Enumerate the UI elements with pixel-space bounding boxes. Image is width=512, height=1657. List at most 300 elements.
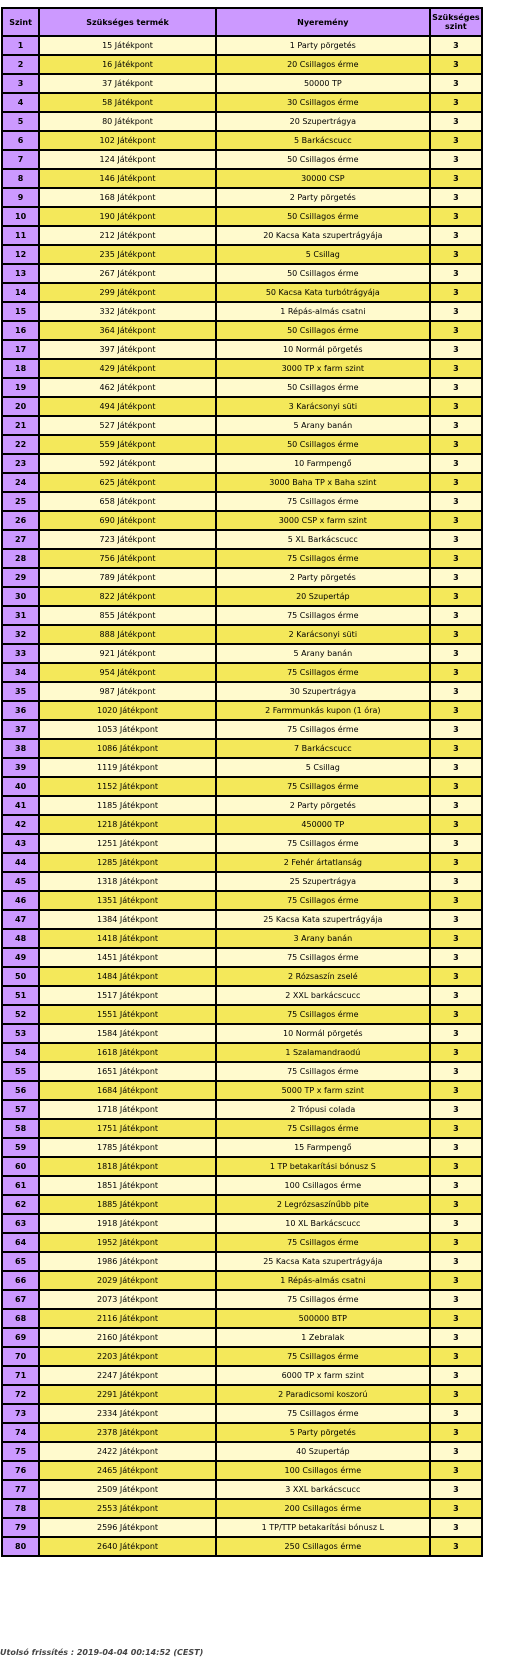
required-level-cell: 3: [431, 474, 481, 491]
required-level-cell: 3: [431, 721, 481, 738]
reward-cell: 5 Arany banán: [217, 417, 429, 434]
required-level-cell: 3: [431, 1196, 481, 1213]
required-item-cell: 2465 Játékpont: [40, 1462, 215, 1479]
reward-cell: 75 Csillagos érme: [217, 1348, 429, 1365]
reward-cell: 5000 TP x farm szint: [217, 1082, 429, 1099]
level-cell: 39: [3, 759, 38, 776]
table-row: [3, 1196, 481, 1213]
required-item-cell: 1517 Játékpont: [40, 987, 215, 1004]
required-item-cell: 723 Játékpont: [40, 531, 215, 548]
level-cell: 57: [3, 1101, 38, 1118]
level-cell: 3: [3, 75, 38, 92]
table-row: [3, 1272, 481, 1289]
reward-cell: 2 Farmmunkás kupon (1 óra): [217, 702, 429, 719]
required-item-cell: 190 Játékpont: [40, 208, 215, 225]
level-cell: 4: [3, 94, 38, 111]
level-cell: 73: [3, 1405, 38, 1422]
required-item-cell: 1484 Játékpont: [40, 968, 215, 985]
required-item-cell: 168 Játékpont: [40, 189, 215, 206]
reward-cell: 50 Csillagos érme: [217, 379, 429, 396]
required-item-cell: 2378 Játékpont: [40, 1424, 215, 1441]
header-level: Szint: [3, 9, 38, 35]
reward-cell: 25 Kacsa Kata szupertrágyája: [217, 911, 429, 928]
required-item-cell: 559 Játékpont: [40, 436, 215, 453]
required-level-cell: 3: [431, 208, 481, 225]
reward-cell: 10 Farmpengő: [217, 455, 429, 472]
header-required-level: Szükséges szint: [431, 9, 481, 35]
level-cell: 14: [3, 284, 38, 301]
level-cell: 18: [3, 360, 38, 377]
level-cell: 49: [3, 949, 38, 966]
required-item-cell: 1384 Játékpont: [40, 911, 215, 928]
required-level-cell: 3: [431, 132, 481, 149]
table-row: [3, 1367, 481, 1384]
level-cell: 60: [3, 1158, 38, 1175]
level-cell: 71: [3, 1367, 38, 1384]
table-row: [3, 759, 481, 776]
required-level-cell: 3: [431, 1462, 481, 1479]
table-row: [3, 550, 481, 567]
required-item-cell: 1885 Játékpont: [40, 1196, 215, 1213]
required-level-cell: 3: [431, 664, 481, 681]
reward-cell: 250 Csillagos érme: [217, 1538, 429, 1555]
table-row: [3, 417, 481, 434]
table-row: [3, 1044, 481, 1061]
level-cell: 44: [3, 854, 38, 871]
level-cell: 30: [3, 588, 38, 605]
level-cell: 59: [3, 1139, 38, 1156]
table-row: [3, 284, 481, 301]
level-cell: 36: [3, 702, 38, 719]
reward-cell: 2 Party pörgetés: [217, 797, 429, 814]
level-cell: 29: [3, 569, 38, 586]
table-row: [3, 341, 481, 358]
required-level-cell: 3: [431, 379, 481, 396]
level-cell: 34: [3, 664, 38, 681]
table-row: [3, 1424, 481, 1441]
reward-cell: 50 Csillagos érme: [217, 265, 429, 282]
reward-cell: 75 Csillagos érme: [217, 664, 429, 681]
required-level-cell: 3: [431, 607, 481, 624]
reward-cell: 50000 TP: [217, 75, 429, 92]
level-cell: 40: [3, 778, 38, 795]
reward-cell: 3000 CSP x farm szint: [217, 512, 429, 529]
required-level-cell: 3: [431, 797, 481, 814]
reward-cell: 2 Party pörgetés: [217, 569, 429, 586]
reward-cell: 1 Zebralak: [217, 1329, 429, 1346]
level-cell: 46: [3, 892, 38, 909]
required-item-cell: 332 Játékpont: [40, 303, 215, 320]
level-cell: 64: [3, 1234, 38, 1251]
level-cell: 35: [3, 683, 38, 700]
level-cell: 31: [3, 607, 38, 624]
table-row: [3, 1481, 481, 1498]
required-item-cell: 397 Játékpont: [40, 341, 215, 358]
table-header-row: [3, 9, 481, 35]
required-level-cell: 3: [431, 550, 481, 567]
table-row: [3, 626, 481, 643]
required-item-cell: 1119 Játékpont: [40, 759, 215, 776]
reward-cell: 75 Csillagos érme: [217, 949, 429, 966]
reward-cell: 30000 CSP: [217, 170, 429, 187]
required-level-cell: 3: [431, 759, 481, 776]
table-row: [3, 531, 481, 548]
table-row: [3, 607, 481, 624]
table-row: [3, 835, 481, 852]
reward-cell: 20 Szupertáp: [217, 588, 429, 605]
reward-cell: 2 Trópusi colada: [217, 1101, 429, 1118]
required-level-cell: 3: [431, 360, 481, 377]
required-level-cell: 3: [431, 531, 481, 548]
level-cell: 80: [3, 1538, 38, 1555]
reward-cell: 5 Arany banán: [217, 645, 429, 662]
table-row: [3, 1348, 481, 1365]
level-cell: 5: [3, 113, 38, 130]
required-level-cell: 3: [431, 1424, 481, 1441]
reward-cell: 3 XXL barkácscucc: [217, 1481, 429, 1498]
table-row: [3, 854, 481, 871]
level-cell: 63: [3, 1215, 38, 1232]
required-level-cell: 3: [431, 626, 481, 643]
reward-cell: 1 TP/TTP betakarítási bónusz L: [217, 1519, 429, 1536]
required-level-cell: 3: [431, 303, 481, 320]
required-item-cell: 1185 Játékpont: [40, 797, 215, 814]
reward-cell: 50 Csillagos érme: [217, 208, 429, 225]
required-item-cell: 1818 Játékpont: [40, 1158, 215, 1175]
required-level-cell: 3: [431, 1234, 481, 1251]
level-cell: 25: [3, 493, 38, 510]
level-cell: 12: [3, 246, 38, 263]
level-cell: 78: [3, 1500, 38, 1517]
required-level-cell: 3: [431, 341, 481, 358]
reward-cell: 2 Party pörgetés: [217, 189, 429, 206]
table-row: [3, 1120, 481, 1137]
table-row: [3, 1215, 481, 1232]
required-level-cell: 3: [431, 1367, 481, 1384]
required-level-cell: 3: [431, 1101, 481, 1118]
level-cell: 16: [3, 322, 38, 339]
required-level-cell: 3: [431, 1253, 481, 1270]
reward-cell: 50 Csillagos érme: [217, 322, 429, 339]
level-cell: 70: [3, 1348, 38, 1365]
table-row: [3, 246, 481, 263]
level-cell: 62: [3, 1196, 38, 1213]
level-cell: 15: [3, 303, 38, 320]
level-cell: 50: [3, 968, 38, 985]
reward-cell: 75 Csillagos érme: [217, 892, 429, 909]
required-level-cell: 3: [431, 740, 481, 757]
required-level-cell: 3: [431, 1082, 481, 1099]
required-item-cell: 2291 Játékpont: [40, 1386, 215, 1403]
required-item-cell: 592 Játékpont: [40, 455, 215, 472]
reward-cell: 1 Szalamandraodú: [217, 1044, 429, 1061]
reward-cell: 75 Csillagos érme: [217, 550, 429, 567]
required-item-cell: 1451 Játékpont: [40, 949, 215, 966]
required-level-cell: 3: [431, 1272, 481, 1289]
required-item-cell: 235 Játékpont: [40, 246, 215, 263]
required-level-cell: 3: [431, 227, 481, 244]
required-item-cell: 364 Játékpont: [40, 322, 215, 339]
table-row: [3, 151, 481, 168]
reward-cell: 2 Rózsaszín zselé: [217, 968, 429, 985]
required-item-cell: 2640 Játékpont: [40, 1538, 215, 1555]
reward-cell: 10 Normál pörgetés: [217, 1025, 429, 1042]
reward-cell: 75 Csillagos érme: [217, 493, 429, 510]
required-item-cell: 1651 Játékpont: [40, 1063, 215, 1080]
reward-cell: 20 Csillagos érme: [217, 56, 429, 73]
required-level-cell: 3: [431, 645, 481, 662]
table-row: [3, 664, 481, 681]
required-item-cell: 625 Játékpont: [40, 474, 215, 491]
required-level-cell: 3: [431, 987, 481, 1004]
reward-cell: 40 Szupertáp: [217, 1443, 429, 1460]
required-level-cell: 3: [431, 1519, 481, 1536]
required-item-cell: 1952 Játékpont: [40, 1234, 215, 1251]
table-row: [3, 949, 481, 966]
reward-cell: 75 Csillagos érme: [217, 1405, 429, 1422]
levels-table: [1, 7, 483, 1557]
level-cell: 52: [3, 1006, 38, 1023]
table-row: [3, 474, 481, 491]
level-cell: 28: [3, 550, 38, 567]
table-row: [3, 930, 481, 947]
level-cell: 66: [3, 1272, 38, 1289]
required-level-cell: 3: [431, 968, 481, 985]
reward-cell: 3000 Baha TP x Baha szint: [217, 474, 429, 491]
required-level-cell: 3: [431, 94, 481, 111]
table-row: [3, 1234, 481, 1251]
table-row: [3, 455, 481, 472]
reward-cell: 50 Csillagos érme: [217, 436, 429, 453]
level-cell: 21: [3, 417, 38, 434]
reward-cell: 2 XXL barkácscucc: [217, 987, 429, 1004]
level-cell: 67: [3, 1291, 38, 1308]
table-row: [3, 797, 481, 814]
level-cell: 69: [3, 1329, 38, 1346]
required-level-cell: 3: [431, 1386, 481, 1403]
level-cell: 68: [3, 1310, 38, 1327]
table-row: [3, 645, 481, 662]
required-level-cell: 3: [431, 493, 481, 510]
table-row: [3, 740, 481, 757]
reward-cell: 500000 BTP: [217, 1310, 429, 1327]
required-level-cell: 3: [431, 1348, 481, 1365]
table-row: [3, 778, 481, 795]
required-level-cell: 3: [431, 1215, 481, 1232]
reward-cell: 5 Csillag: [217, 759, 429, 776]
table-row: [3, 721, 481, 738]
reward-cell: 1 TP betakarítási bónusz S: [217, 1158, 429, 1175]
level-cell: 77: [3, 1481, 38, 1498]
table-row: [3, 873, 481, 890]
required-item-cell: 888 Játékpont: [40, 626, 215, 643]
required-item-cell: 1351 Játékpont: [40, 892, 215, 909]
reward-cell: 3 Karácsonyi süti: [217, 398, 429, 415]
required-item-cell: 212 Játékpont: [40, 227, 215, 244]
table-row: [3, 1310, 481, 1327]
reward-cell: 450000 TP: [217, 816, 429, 833]
table-row: [3, 1101, 481, 1118]
required-level-cell: 3: [431, 398, 481, 415]
reward-cell: 75 Csillagos érme: [217, 1063, 429, 1080]
reward-cell: 10 Normál pörgetés: [217, 341, 429, 358]
level-cell: 41: [3, 797, 38, 814]
table-row: [3, 208, 481, 225]
required-item-cell: 102 Játékpont: [40, 132, 215, 149]
table-row: [3, 816, 481, 833]
required-item-cell: 1086 Játékpont: [40, 740, 215, 757]
reward-cell: 2 Fehér ártatlanság: [217, 854, 429, 871]
level-cell: 47: [3, 911, 38, 928]
required-item-cell: 2509 Játékpont: [40, 1481, 215, 1498]
level-cell: 19: [3, 379, 38, 396]
required-level-cell: 3: [431, 683, 481, 700]
required-item-cell: 1020 Játékpont: [40, 702, 215, 719]
level-cell: 2: [3, 56, 38, 73]
reward-cell: 2 Karácsonyi süti: [217, 626, 429, 643]
table-row: [3, 322, 481, 339]
header-reward: Nyeremény: [217, 9, 429, 35]
table-row: [3, 132, 481, 149]
reward-cell: 1 Répás-almás csatni: [217, 303, 429, 320]
required-item-cell: 2247 Játékpont: [40, 1367, 215, 1384]
required-item-cell: 1251 Játékpont: [40, 835, 215, 852]
required-level-cell: 3: [431, 56, 481, 73]
reward-cell: 25 Kacsa Kata szupertrágyája: [217, 1253, 429, 1270]
required-level-cell: 3: [431, 189, 481, 206]
required-item-cell: 2553 Játékpont: [40, 1500, 215, 1517]
required-item-cell: 527 Játékpont: [40, 417, 215, 434]
required-item-cell: 2422 Játékpont: [40, 1443, 215, 1460]
required-level-cell: 3: [431, 569, 481, 586]
required-item-cell: 1684 Játékpont: [40, 1082, 215, 1099]
reward-cell: 5 XL Barkácscucc: [217, 531, 429, 548]
reward-cell: 3000 TP x farm szint: [217, 360, 429, 377]
table-row: [3, 1177, 481, 1194]
table-row: [3, 1291, 481, 1308]
required-item-cell: 1785 Játékpont: [40, 1139, 215, 1156]
table-row: [3, 94, 481, 111]
level-cell: 61: [3, 1177, 38, 1194]
required-item-cell: 2334 Játékpont: [40, 1405, 215, 1422]
level-cell: 10: [3, 208, 38, 225]
required-item-cell: 37 Játékpont: [40, 75, 215, 92]
required-level-cell: 3: [431, 284, 481, 301]
required-item-cell: 1851 Játékpont: [40, 1177, 215, 1194]
reward-cell: 5 Party pörgetés: [217, 1424, 429, 1441]
level-cell: 37: [3, 721, 38, 738]
reward-cell: 75 Csillagos érme: [217, 721, 429, 738]
table-row: [3, 493, 481, 510]
required-item-cell: 1285 Játékpont: [40, 854, 215, 871]
required-item-cell: 1218 Játékpont: [40, 816, 215, 833]
required-item-cell: 1551 Játékpont: [40, 1006, 215, 1023]
required-item-cell: 146 Játékpont: [40, 170, 215, 187]
table-row: [3, 37, 481, 54]
table-row: [3, 265, 481, 282]
required-item-cell: 1418 Játékpont: [40, 930, 215, 947]
required-level-cell: 3: [431, 1310, 481, 1327]
required-level-cell: 3: [431, 949, 481, 966]
required-level-cell: 3: [431, 892, 481, 909]
required-level-cell: 3: [431, 1139, 481, 1156]
required-item-cell: 2116 Játékpont: [40, 1310, 215, 1327]
table-row: [3, 1443, 481, 1460]
table-row: [3, 683, 481, 700]
table-row: [3, 56, 481, 73]
required-item-cell: 80 Játékpont: [40, 113, 215, 130]
level-cell: 76: [3, 1462, 38, 1479]
reward-cell: 6000 TP x farm szint: [217, 1367, 429, 1384]
table-row: [3, 398, 481, 415]
required-item-cell: 267 Játékpont: [40, 265, 215, 282]
table-row: [3, 702, 481, 719]
required-item-cell: 462 Játékpont: [40, 379, 215, 396]
table-row: [3, 987, 481, 1004]
required-level-cell: 3: [431, 835, 481, 852]
required-item-cell: 299 Játékpont: [40, 284, 215, 301]
level-cell: 9: [3, 189, 38, 206]
required-item-cell: 429 Játékpont: [40, 360, 215, 377]
required-level-cell: 3: [431, 1329, 481, 1346]
table-row: [3, 1405, 481, 1422]
required-item-cell: 1618 Játékpont: [40, 1044, 215, 1061]
required-level-cell: 3: [431, 417, 481, 434]
level-cell: 38: [3, 740, 38, 757]
table-row: [3, 360, 481, 377]
required-item-cell: 124 Játékpont: [40, 151, 215, 168]
level-cell: 27: [3, 531, 38, 548]
level-cell: 33: [3, 645, 38, 662]
level-cell: 26: [3, 512, 38, 529]
required-level-cell: 3: [431, 1405, 481, 1422]
reward-cell: 5 Csillag: [217, 246, 429, 263]
required-item-cell: 2160 Játékpont: [40, 1329, 215, 1346]
level-cell: 24: [3, 474, 38, 491]
last-update-text: Utolsó frissítés : 2019-04-04 00:14:52 (CEST): [0, 1648, 204, 1657]
level-cell: 43: [3, 835, 38, 852]
required-level-cell: 3: [431, 778, 481, 795]
required-level-cell: 3: [431, 265, 481, 282]
level-cell: 56: [3, 1082, 38, 1099]
required-level-cell: 3: [431, 170, 481, 187]
level-cell: 65: [3, 1253, 38, 1270]
required-level-cell: 3: [431, 75, 481, 92]
level-cell: 72: [3, 1386, 38, 1403]
header-required-item: Szükséges termék: [40, 9, 215, 35]
required-item-cell: 658 Játékpont: [40, 493, 215, 510]
table-row: [3, 1025, 481, 1042]
table-row: [3, 1158, 481, 1175]
required-item-cell: 822 Játékpont: [40, 588, 215, 605]
required-item-cell: 789 Játékpont: [40, 569, 215, 586]
table-row: [3, 569, 481, 586]
table-row: [3, 1519, 481, 1536]
required-level-cell: 3: [431, 1063, 481, 1080]
required-item-cell: 1918 Játékpont: [40, 1215, 215, 1232]
table-row: [3, 911, 481, 928]
required-level-cell: 3: [431, 1538, 481, 1555]
required-level-cell: 3: [431, 1044, 481, 1061]
required-level-cell: 3: [431, 246, 481, 263]
table-row: [3, 1329, 481, 1346]
reward-cell: 30 Csillagos érme: [217, 94, 429, 111]
level-cell: 75: [3, 1443, 38, 1460]
required-item-cell: 756 Játékpont: [40, 550, 215, 567]
required-level-cell: 3: [431, 436, 481, 453]
required-item-cell: 2073 Játékpont: [40, 1291, 215, 1308]
level-cell: 23: [3, 455, 38, 472]
